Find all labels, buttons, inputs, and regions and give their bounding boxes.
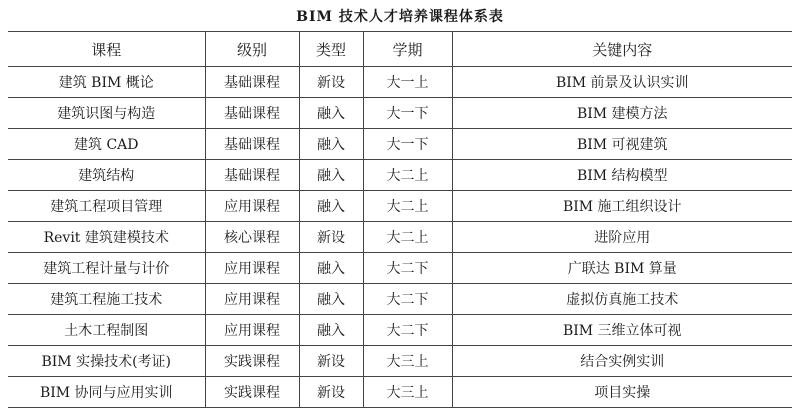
cell-type: 融入 [299,160,363,191]
cell-level: 实践课程 [205,377,299,408]
cell-key-content: BIM 三维立体可视 [452,315,792,346]
table-title: BIM 技术人才培养课程体系表 [296,9,504,25]
cell-term: 大三上 [363,346,452,377]
cell-type: 新设 [299,67,363,98]
header-term: 学期 [363,32,452,67]
cell-level: 基础课程 [205,129,299,160]
cell-type: 新设 [299,377,363,408]
cell-level: 应用课程 [205,284,299,315]
header-course: 课程 [8,32,205,67]
cell-term: 大二上 [363,222,452,253]
cell-course: Revit 建筑建模技术 [8,222,205,253]
cell-key-content: BIM 建模方法 [452,98,792,129]
course-system-table [8,31,792,408]
header-key-content: 关键内容 [452,32,792,67]
cell-course: 建筑工程计量与计价 [8,253,205,284]
cell-course: BIM 协同与应用实训 [8,377,205,408]
cell-type: 新设 [299,346,363,377]
cell-course: 建筑 CAD [8,129,205,160]
cell-level: 基础课程 [205,67,299,98]
table-row [8,129,792,160]
cell-course: 建筑工程施工技术 [8,284,205,315]
cell-term: 大二下 [363,253,452,284]
cell-key-content: 虚拟仿真施工技术 [452,284,792,315]
cell-type: 融入 [299,129,363,160]
table-row [8,377,792,408]
cell-key-content: BIM 施工组织设计 [452,191,792,222]
cell-type: 融入 [299,253,363,284]
table-row [8,98,792,129]
cell-type: 融入 [299,284,363,315]
cell-term: 大二上 [363,160,452,191]
cell-level: 应用课程 [205,315,299,346]
cell-term: 大二下 [363,315,452,346]
table-row [8,191,792,222]
table-row [8,315,792,346]
cell-key-content: 项目实操 [452,377,792,408]
cell-key-content: 进阶应用 [452,222,792,253]
table-row [8,160,792,191]
cell-key-content: BIM 前景及认识实训 [452,67,792,98]
header-level: 级别 [205,32,299,67]
cell-course: 建筑识图与构造 [8,98,205,129]
cell-level: 应用课程 [205,253,299,284]
cell-level: 应用课程 [205,191,299,222]
cell-level: 基础课程 [205,98,299,129]
cell-type: 融入 [299,98,363,129]
table-row [8,346,792,377]
cell-level: 实践课程 [205,346,299,377]
cell-key-content: 广联达 BIM 算量 [452,253,792,284]
cell-course: BIM 实操技术(考证) [8,346,205,377]
header-type: 类型 [299,32,363,67]
cell-course: 建筑 BIM 概论 [8,67,205,98]
cell-key-content: 结合实例实训 [452,346,792,377]
cell-term: 大一下 [363,129,452,160]
cell-term: 大二下 [363,284,452,315]
cell-level: 核心课程 [205,222,299,253]
table-row [8,253,792,284]
cell-type: 新设 [299,222,363,253]
cell-level: 基础课程 [205,160,299,191]
cell-term: 大一下 [363,98,452,129]
cell-term: 大一上 [363,67,452,98]
cell-term: 大三上 [363,377,452,408]
cell-key-content: BIM 可视建筑 [452,129,792,160]
cell-key-content: BIM 结构模型 [452,160,792,191]
table-row [8,222,792,253]
table-header-row [8,32,792,67]
cell-course: 建筑结构 [8,160,205,191]
table-row [8,284,792,315]
cell-term: 大二上 [363,191,452,222]
cell-type: 融入 [299,315,363,346]
cell-type: 融入 [299,191,363,222]
table-row [8,67,792,98]
cell-course: 土木工程制图 [8,315,205,346]
cell-course: 建筑工程项目管理 [8,191,205,222]
